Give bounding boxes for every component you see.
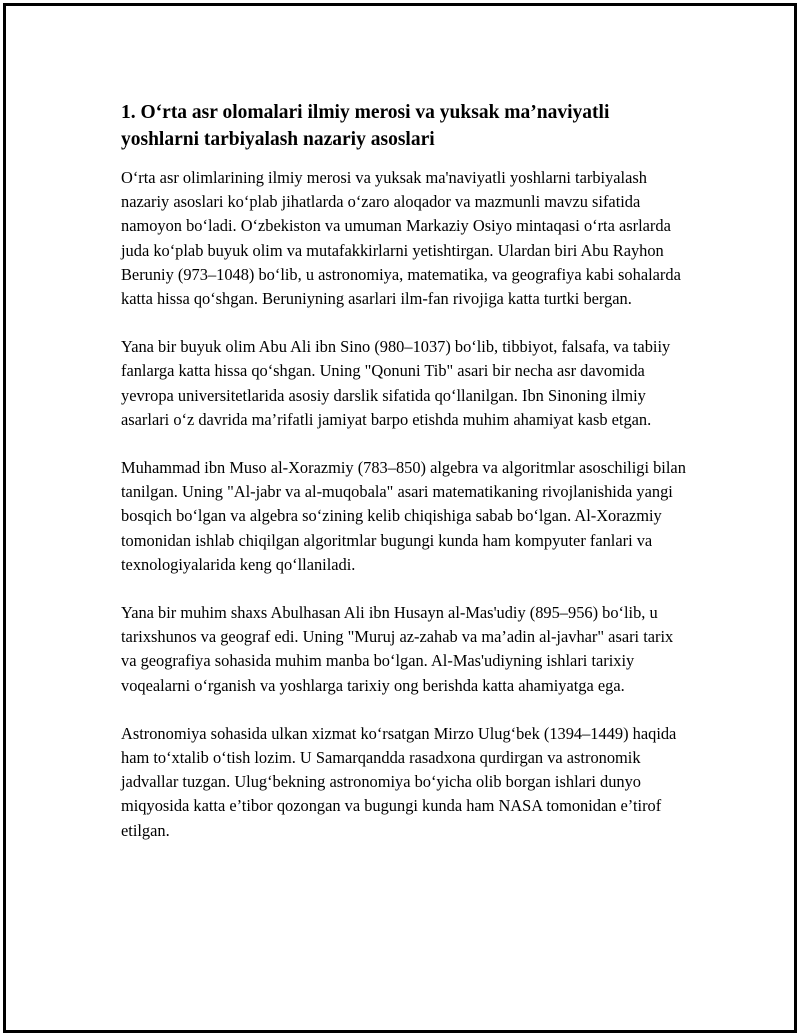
paragraph-al-xorazmiy: Muhammad ibn Muso al-Xorazmiy (783–850) algebra va algoritmlar asoschiligi bilan tanilgan. Uning "Al-jabr va al-muqobala" asari matematikaning rivojlanishida yangi bosqich bo‘lgan va algebra so‘zining kelib chiqishiga sabab bo‘lgan. Al-Xorazmiy tomonidan ishlab chiqilgan algoritmlar bugungi kunda ham kompyuter fanlari va texnologiyalarida keng qo‘llaniladi. <box>121 458 686 574</box>
paragraph-beruniy: O‘rta asr olimlarining ilmiy merosi va yuksak ma'naviyatli yoshlarni tarbiyalash nazariy asoslari ko‘plab jihatlarda o‘zaro aloqador va mazmunli mavzu sifatida namoyon bo‘ladi. O‘zbekiston va umuman Markaziy Osiyo mintaqasi o‘rta asrlarda juda ko‘plab buyuk olim va mutafakkirlarni yetishtirgan. Ulardan biri Abu Rayhon Beruniy (973–1048) bo‘lib, u astronomiya, matematika, va geografiya kabi sohalarda katta hissa qo‘shgan. Beruniyning asarlari ilm-fan rivojiga katta turtki bergan. <box>121 168 681 309</box>
section-heading: 1. O‘rta asr olomalari ilmiy merosi va yuksak ma’naviyatli yoshlarni tarbiyalash nazariy asoslari <box>121 102 610 150</box>
paragraph-ulugbek: Astronomiya sohasida ulkan xizmat ko‘rsatgan Mirzo Ulug‘bek (1394–1449) haqida ham to‘xtalib o‘tish lozim. U Samarqandda rasadxona qurdirgan va astronomik jadvallar tuzgan. Ulug‘bekning astronomiya bo‘yicha olib borgan ishlari dunyo miqyosida katta e’tibor qozongan va bugungi kunda ham NASA tomonidan e’tirof etilgan. <box>121 723 677 840</box>
paragraph-al-masudiy: Yana bir muhim shaxs Abulhasan Ali ibn Husayn al-Mas'udiy (895–956) bo‘lib, u tarixshunos va geograf edi. Uning "Muruj az-zahab va ma’adin al-javhar" asari tarix va geografiya sohasida muhim manba bo‘lgan. Al-Mas'udiyning ishlari tarixiy voqealarni o‘rganish va yoshlarga tarixiy ong berishda katta ahamiyatga ega. <box>121 603 674 695</box>
page-frame <box>3 3 797 1033</box>
document-body <box>121 99 691 867</box>
paragraph-ibn-sino: Yana bir buyuk olim Abu Ali ibn Sino (980–1037) bo‘lib, tibbiyot, falsafa, va tabiiy fanlarga katta hissa qo‘shgan. Uning "Qonuni Tib" asari bir necha asr davomida yevropa universitetlarida asosiy darslik sifatida qo‘llanilgan. Ibn Sinoning ilmiy asarlari o‘z davrida ma’rifatli jamiyat barpo etishda muhim ahamiyat kasb etgan. <box>121 337 671 429</box>
